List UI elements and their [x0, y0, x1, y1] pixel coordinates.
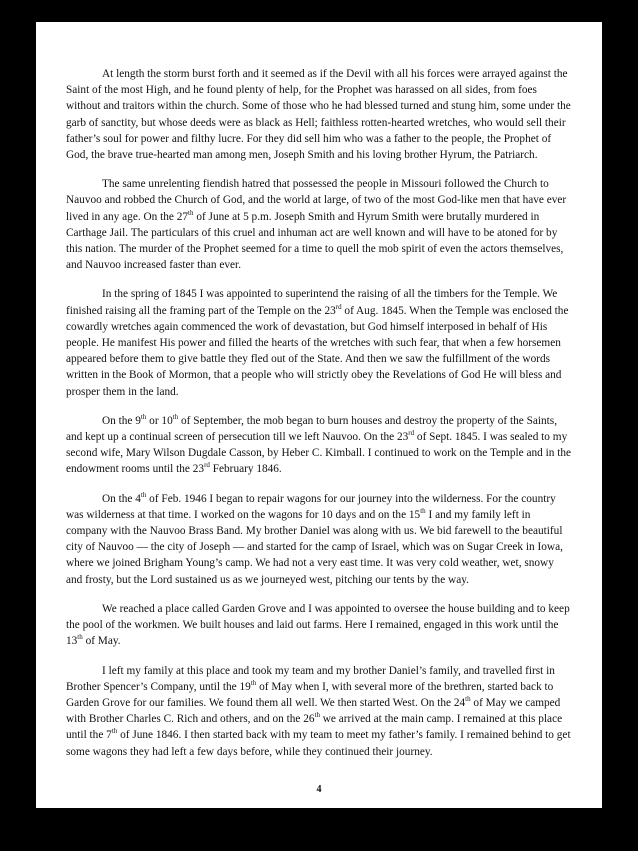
text-run: we arrived at the main camp. I remained at this place until the 7 [66, 713, 563, 742]
ordinal-suffix: rd [335, 302, 342, 311]
text-run: I left my family at this place and took my team and my brother Daniel’s family, and travelled first in Brother Spencer’s Company, until the 19 [66, 664, 555, 693]
text-run: of June 1846. I then started back with my team to meet my father’s family. I remained behind to get some wagons they had left a few days before, while they continued their journey. [66, 729, 571, 758]
text-run: February 1846. [209, 463, 282, 476]
text-run: of May when I, with several more of the brethren, started back to Garden Grove for our families. We found them all well. We then started West. On the 24 [66, 680, 554, 709]
ordinal-suffix: th [250, 678, 257, 687]
text-run: On the 4 [102, 492, 141, 505]
ordinal-suffix: th [465, 695, 471, 704]
paragraph [66, 663, 572, 760]
ordinal-suffix: th [188, 208, 194, 217]
text-run: of May. [82, 635, 121, 648]
paragraph [66, 286, 572, 399]
ordinal-suffix: th [314, 711, 320, 720]
text-run: At length the storm burst forth and it seemed as if the Devil with all his forces were arrayed against the Saint of the most High, and he found plenty of help, for the Prophet was harassed on all sides, from foes without and traitors within the church. Some of those who he had blessed turned and stung him, some under the garb of sanctity, but whose deeds were as black as Hell; faithless rotten-hearted wretches, who would sell their father’s soul for power and filthy lucre. For they did sell him who was a father to the people, the Prophet of God, the brave true-hearted man among men, Joseph Smith and his loving brother Hyrum, the Patriarch. [66, 68, 571, 162]
ordinal-suffix: rd [204, 461, 210, 470]
text-run: of May we camped with Brother Charles C. Rich and others, and on the 26 [66, 696, 561, 726]
ordinal-suffix: rd [408, 429, 415, 438]
text-body [66, 66, 572, 760]
text-run: of Feb. 1946 I began to repair wagons for our journey into the wilderness. For the country was wilderness at that time. I worked on the wagons for 10 days and on the 15 [66, 492, 556, 521]
paragraph [66, 66, 572, 163]
ordinal-suffix: th [111, 727, 118, 736]
document-page [36, 22, 602, 808]
text-run: of Sept. 1845. I was sealed to my second wife, Mary Wilson Dugdale Casson, by Heber C. Kimball. I continued to work on the Temple and in the endowment rooms until the 23 [66, 431, 572, 476]
text-run: of June at 5 p.m. Joseph Smith and Hyrum Smith were brutally murdered in Carthage Jail. The particulars of this cruel and inhuman act are well known and will have to be atoned for by this nation. The murder of the Prophet seemed for a time to quell the mob spirit of even the actors themselves, and Nauvoo increased faster than ever. [66, 210, 564, 272]
paragraph [66, 176, 572, 273]
text-run: of Aug. 1845. When the Temple was enclosed the cowardly wretches again commenced the work of devastation, but God himself interposed in behalf of His people. He manifest His power and filled the hearts of the wretches with such fear, that when a few horsemen appeared before them to give battle they fled out of the State. And then we saw the fulfillment of the words written in the Book of Mormon, that a people who will strictly obey the Revelations of God He will bless and prosper them in the land. [66, 304, 569, 398]
ordinal-suffix: th [420, 507, 426, 516]
text-run: On the 9 [102, 414, 141, 427]
text-run: We reached a place called Garden Grove and I was appointed to oversee the house building and to keep the pool of the workmen. We built houses and laid out farms. Here I remained, engaged in this work until the 13 [66, 602, 570, 648]
paragraph [66, 413, 572, 478]
ordinal-suffix: th [140, 413, 147, 422]
page-number: 4 [316, 784, 322, 795]
text-run: I and my family left in company with the Nauvoo Brass Band. My brother Daniel was along with us. We bid farewell to the beautiful city of Nauvoo — the city of Joseph — and started for the camp of Israel, which was on Sugar Creek in Iowa, where we joined Brigham Young’s camp. We had not a very east time. It was very cold weather, wet, snowy and frosty, but the Lord sustained us as we journeyed west, pitching our tents by the way. [66, 508, 563, 586]
text-run: In the spring of 1845 I was appointed to superintend the raising of all the timbers for the Temple. We finished raising all the framing part of the Temple on the 23 [66, 288, 558, 317]
ordinal-suffix: th [172, 413, 179, 422]
text-run: The same unrelenting fiendish hatred that possessed the people in Missouri followed the Church to Nauvoo and robbed the Church of God, and the world at large, of two of the most God-like men that have ever lived in any age. On the 27 [66, 178, 567, 223]
text-run: of September, the mob began to burn houses and destroy the property of the Saints, and kept up a continual screen of persecution till we left Nauvoo. On the 23 [66, 414, 558, 444]
ordinal-suffix: th [140, 490, 147, 499]
text-run: or 10 [146, 414, 173, 427]
paragraph [66, 491, 572, 588]
paragraph [66, 601, 572, 650]
ordinal-suffix: th [77, 633, 83, 642]
